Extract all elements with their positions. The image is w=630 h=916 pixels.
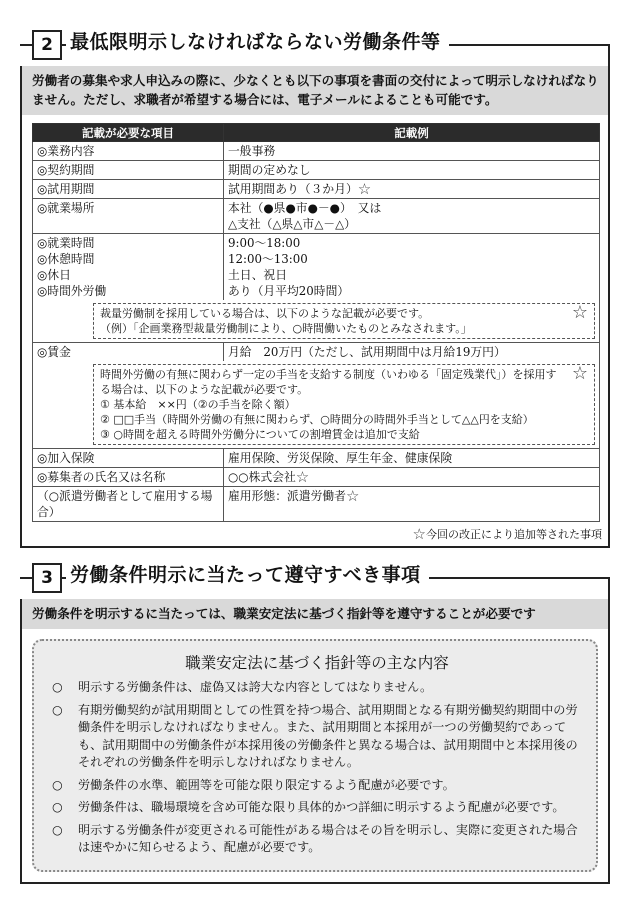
bullet: ○	[52, 800, 63, 814]
list-item	[48, 799, 586, 817]
star-outline-icon: ☆	[571, 363, 588, 384]
note-cell	[33, 300, 600, 343]
table-row-note	[33, 361, 600, 449]
section-title: 労働条件明示に当たって遵守すべき事項	[66, 560, 429, 587]
table-row	[33, 142, 600, 161]
section-3-header	[20, 563, 610, 599]
row-example	[224, 234, 600, 301]
bullet: ○	[52, 777, 63, 792]
row-example-text: ○○株式会社	[228, 470, 296, 484]
star-outline-icon: ☆	[357, 180, 372, 198]
row-example-line: △支社（△県△市△－△）	[228, 217, 356, 231]
row-item-line: ◎就業時間	[37, 236, 95, 250]
guideline-box	[32, 639, 598, 872]
section-lead: 労働条件を明示するに当たっては、職業安定法に基づく指針等を遵守することが必要です	[22, 599, 608, 629]
bullet: ○	[52, 680, 63, 694]
section-lead: 労働者の募集や求人申込みの際に、少なくとも以下の事項を書面の交付によって明示しなければなりません。ただし、求職者が希望する場合には、電子メールによることも可能です。	[22, 66, 608, 115]
note-line: 時間外労働の有無に関わらず一定の手当を支給する制度（いわゆる「固定残業代」）を採用する場合は、以下のような記載が必要です。	[100, 368, 557, 396]
row-example-text: 雇用形態：派遣労働者	[228, 489, 346, 503]
table-row	[33, 449, 600, 468]
row-example-text: 試用期間あり（３か月）	[228, 182, 358, 196]
section-2	[20, 30, 610, 548]
row-item: ◎賃金	[33, 343, 224, 362]
row-example-line: 9:00～18:00	[228, 236, 301, 250]
list-item-text: 労働条件の水準、範囲等を可能な限り限定するよう配慮が必要です。	[78, 777, 455, 792]
note-line: （例）「企画業務型裁量労働制により、○時間働いたものとみなされます。」	[100, 322, 472, 335]
discretionary-work-note	[93, 303, 595, 339]
section-2-header	[20, 30, 610, 66]
row-example: 一般事務	[224, 142, 600, 161]
star-outline-icon: ☆	[295, 468, 310, 486]
star-outline-icon: ☆	[345, 487, 360, 505]
row-item-line: ◎休日	[37, 268, 71, 282]
row-item-line: ◎時間外労働	[37, 284, 107, 298]
star-outline-icon: ☆	[412, 525, 426, 543]
legend-text: 今回の改正により追加等された事項	[426, 528, 602, 541]
list-item	[48, 702, 586, 772]
row-example: 期間の定めなし	[224, 161, 600, 180]
list-item-text: 明示する労働条件は、虚偽又は誇大な内容としてはなりません。	[78, 680, 433, 694]
note-line: ③ ○時間を超える時間外労働分についての割増賃金は追加で支給	[100, 428, 420, 441]
table-row	[33, 199, 600, 234]
list-item	[48, 679, 586, 697]
guideline-list	[48, 679, 586, 857]
row-item-line: ◎休憩時間	[37, 252, 95, 266]
row-item: ◎就業場所	[33, 199, 224, 234]
section-3	[20, 563, 610, 884]
table-row	[33, 487, 600, 522]
star-outline-icon: ☆	[571, 302, 588, 323]
row-example	[224, 180, 600, 199]
legend	[22, 522, 608, 546]
row-example	[224, 468, 600, 487]
row-example-line: 土日、祝日	[228, 268, 287, 282]
list-item	[48, 822, 586, 857]
row-example-line: あり（月平均20時間）	[228, 284, 350, 298]
list-item-text: 有期労働契約が試用期間としての性質を持つ場合、試用期間となる有期労働契約期間中の労働条件を明示しなければなりません。また、試用期間と本採用が一つの労働契約であっても、試用期間中の労働条件が本採用後の労働条件と異なる場合は、試用期間中と本採用後のそれぞれの労働条件を明示しなければなりません。	[78, 702, 578, 769]
conditions-table	[32, 123, 600, 522]
guideline-title: 職業安定法に基づく指針等の主な内容	[185, 654, 449, 672]
table-row-note	[33, 300, 600, 343]
row-example	[224, 199, 600, 234]
bullet: ○	[52, 702, 63, 717]
row-item: ◎募集者の氏名又は名称	[33, 468, 224, 487]
column-header-item: 記載が必要な項目	[33, 124, 224, 142]
list-item-text: 労働条件は、職場環境を含め可能な限り具体的かつ詳細に明示するよう配慮が必要です。	[78, 800, 565, 814]
table-row	[33, 161, 600, 180]
note-line: 裁量労働制を採用している場合は、以下のような記載が必要です。	[100, 307, 430, 320]
table-row	[33, 343, 600, 362]
table-row	[33, 468, 600, 487]
section-3-body	[20, 599, 610, 884]
section-number: 3	[32, 563, 62, 593]
row-item: ◎試用期間	[33, 180, 224, 199]
row-example: 雇用保険、労災保険、厚生年金、健康保険	[224, 449, 600, 468]
row-item	[33, 234, 224, 301]
row-example	[224, 487, 600, 522]
list-item	[48, 777, 586, 795]
column-header-example: 記載例	[224, 124, 600, 142]
row-item: （○派遣労働者として雇用する場合）	[33, 487, 224, 522]
list-item-text: 明示する労働条件が変更される可能性がある場合はその旨を明示し、実際に変更された場合は速やかに知らせるよう、配慮が必要です。	[78, 822, 578, 854]
table-row	[33, 180, 600, 199]
bullet: ○	[52, 822, 63, 837]
row-example: 月給 20万円（ただし、試用期間中は月給19万円）	[224, 343, 600, 362]
section-title: 最低限明示しなければならない労働条件等	[66, 27, 449, 54]
table-row	[33, 234, 600, 301]
row-example-line: 12:00～13:00	[228, 252, 308, 266]
row-item: ◎加入保険	[33, 449, 224, 468]
section-number: 2	[32, 30, 62, 60]
note-cell	[33, 361, 600, 449]
row-item: ◎契約期間	[33, 161, 224, 180]
row-item: ◎業務内容	[33, 142, 224, 161]
row-example-line: 本社（●県●市●－●） 又は	[228, 201, 382, 215]
fixed-overtime-note	[93, 364, 595, 445]
section-2-body	[20, 66, 610, 548]
note-line: ① 基本給 ××円（②の手当を除く額）	[100, 398, 296, 411]
note-line: ② □□手当（時間外労働の有無に関わらず、○時間分の時間外手当として△△円を支給）	[100, 413, 534, 426]
